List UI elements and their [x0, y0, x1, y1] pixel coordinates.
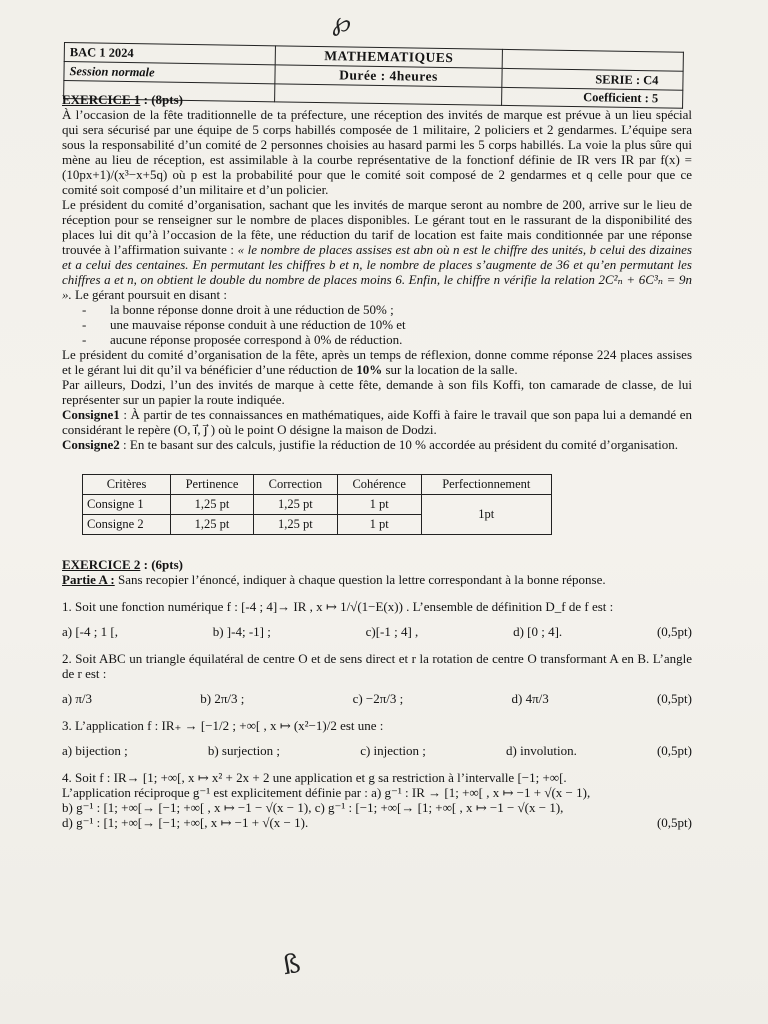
table-row: Consigne 2 1,25 pt 1,25 pt 1 pt: [83, 515, 552, 535]
question-4: 4. Soit f : IR→ [1; +∞[, x ↦ x² + 2x + 2 une application et g sa restriction à l’intervalle [−1; +∞[. L’application réciproque g⁻¹ est explicitement définie par : a) g⁻¹ : IR → [1; +∞[ , x ↦ −1 + √(x − 1), b) g⁻¹ : [1; +∞[→ [−1; +∞[ , x ↦ −1 − √(x − 1), c) g⁻¹ : [−1; +∞[→ [1; +∞[ , x ↦ −1 − √(x − 1), d) g⁻¹ : [1; +∞[→ [−1; +∞[, x ↦ −1 + √(x − 1). (0,5pt): [62, 770, 692, 830]
list-item: - une mauvaise réponse conduit à une réduction de 10% et: [82, 317, 692, 332]
consigne-1: Consigne1 : À partir de tes connaissances en mathématiques, aide Koffi à faire le travail que son papa lui a demandé en considérant le repère (O, i⃗, j⃗ ) où le point O désigne la maison de Dodzi.: [62, 407, 692, 437]
question-2: 2. Soit ABC un triangle équilatéral de centre O et de sens direct et r la rotation de centre O transformant A en B. L’angle de r est : a) π/3 b) 2π/3 ; c) −2π/3 ; d) 4π/3 (0,5pt): [62, 651, 692, 706]
choice: c)[-1 ; 4] ,: [365, 624, 419, 639]
level: BAC 1 2024: [64, 43, 275, 65]
question-1: 1. Soit une fonction numérique f : [-4 ; 4]→ IR , x ↦ 1/√(1−E(x)) . L’ensemble de définition D_f de f est : a) [-4 ; 1 [, b) ]-4; -1] ; c)[-1 ; 4] , d) [0 ; 4]. (0,5pt): [62, 599, 692, 639]
points: (0,5pt): [656, 691, 692, 706]
choice: a) bijection ;: [62, 743, 128, 758]
question-3: 3. L’application f : IR₊ → [−1/2 ; +∞[ , x ↦ (x²−1)/2 est une : a) bijection ; b) surjection ; c) injection ; d) involution. (0,5pt): [62, 718, 692, 758]
exercise-1-title: EXERCICE 1 : (8pts): [62, 92, 183, 107]
table-header-row: Critères Pertinence Correction Cohérence Perfectionnement: [83, 475, 552, 495]
choice: c) −2π/3 ;: [352, 691, 404, 706]
points: (0,5pt): [656, 815, 692, 830]
list-item: - la bonne réponse donne droit à une réduction de 50% ;: [82, 302, 692, 317]
choice: b) surjection ;: [207, 743, 281, 758]
choice: d) involution.: [506, 743, 577, 758]
choice: b) 2π/3 ;: [200, 691, 245, 706]
ex1-paragraph-3: Le président du comité d’organisation de la fête, après un temps de réflexion, donne comme réponse 224 places assises et le gérant lui dit qu’il va bénéficier d’une réduction de 10% sur la location de la salle.: [62, 347, 692, 377]
signature-top: ℘: [331, 6, 354, 40]
choice: d) 4π/3: [511, 691, 549, 706]
grading-table: [82, 474, 552, 535]
session: Session normale: [69, 63, 155, 79]
subject: MATHEMATIQUES: [275, 46, 502, 69]
choice: a) [-4 ; 1 [,: [62, 624, 118, 639]
exercise-2-title: EXERCICE 2 : (6pts): [62, 557, 183, 572]
choice: d) [0 ; 4].: [513, 624, 563, 639]
part-a-instructions: Partie A : Sans recopier l’énoncé, indiquer à chaque question la lettre correspondant à la bonne réponse.: [62, 572, 606, 587]
ex1-paragraph-4: Par ailleurs, Dodzi, l’un des invités de marque à cette fête, demande à son fils Koffi, ton camarade de classe, de lui représenter sur un papier la route indiquée.: [62, 377, 692, 407]
consigne-2: Consigne2 : En te basant sur des calculs, justifie la réduction de 10 % accordée au président du comité d’organisation.: [62, 437, 679, 452]
signature-bottom: ß: [280, 948, 303, 982]
exam-content: [62, 92, 692, 830]
ex1-paragraph-1: À l’occasion de la fête traditionnelle de ta préfecture, une réception des invités de marque est prévue à un lieu spécial qui sera sécurisé par une équipe de 5 corps habillés composée de 1 militaire, 2 policiers et 2 gendarmes. L’équipe sera sous la responsabilité d’un comité de 2 personnes choisies au hasard parmi les 5 corps habillés. La voie la plus sûre qui mène au lieu de réception, est assimilable à la courbe représentative de la fonctionf définie de IR vers IR par f(x) = (10px+1)/(x³−x+5q) où p est la probabilité pour que le comité soit composé de 2 gendarmes et q celle pour que ce comité soit composé d’un militaire et d’un policier.: [62, 107, 692, 197]
exercise-2: [62, 557, 692, 830]
duration: Durée : 4heures: [275, 65, 502, 88]
list-item: - aucune réponse proposée correspond à 0% de réduction.: [82, 332, 692, 347]
perfection-score: 1pt: [421, 495, 551, 535]
points: (0,5pt): [656, 743, 692, 758]
points: (0,5pt): [656, 624, 692, 639]
reduction-list: [62, 302, 692, 347]
coefficient: Coefficient : 5: [502, 87, 683, 108]
table-row: Consigne 1 1,25 pt 1,25 pt 1 pt 1pt: [83, 495, 552, 515]
ex1-paragraph-2: Le président du comité d’organisation, sachant que les invités de marque seront au nombre de 200, arrive sur le lieu de réception pour se renseigner sur le nombre de places disponibles. Le gérant tout en le rassurant de la disponibilité des places lui dit qu’à l’occasion de la fête, une réduction du tarif de location est faite mais conditionnée par une réponse trouvée à l’affirmation suivante : « le nombre de places assises est abn où n est le chiffre des unités, b celui des dizaines et a celui des centaines. En permutant les chiffres b et n, le nombre de places s’augmente de 36 et qu’en permutant les chiffres a et n, on obtient le double du nombre de places moins 6. Enfin, le chiffre n vérifie la relation 2C²ₙ + 6C³ₙ = 9n ». Le gérant poursuit en disant :: [62, 197, 692, 302]
choice: c) injection ;: [360, 743, 426, 758]
serie: SERIE : C4: [502, 68, 683, 90]
choice: a) π/3: [62, 691, 93, 706]
choice: b) ]-4; -1] ;: [212, 624, 271, 639]
